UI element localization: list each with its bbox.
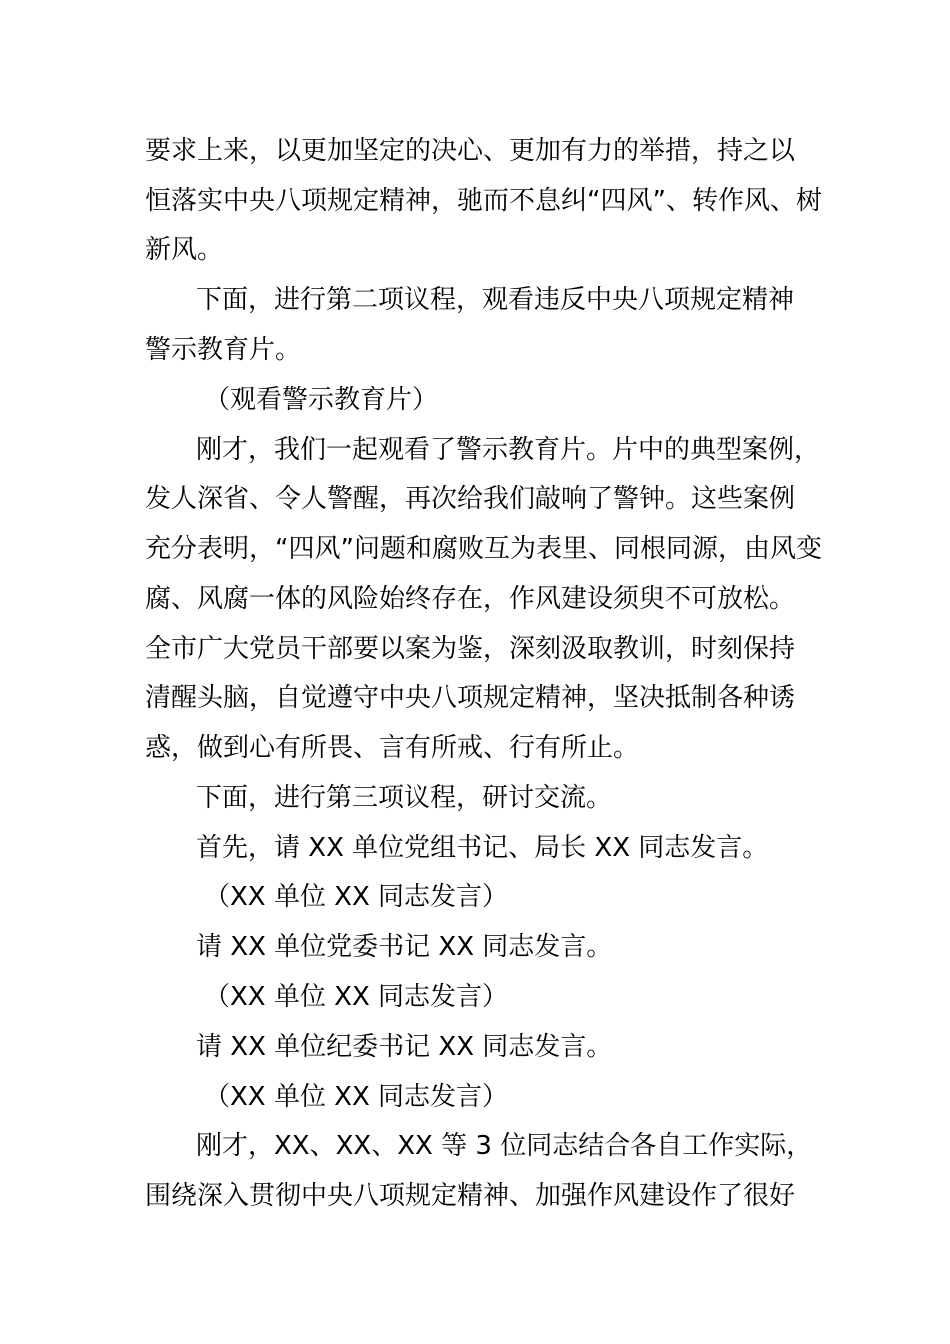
paragraph-start: 下面，进行第二项议程，观看违反中央八项规定精神 [196, 285, 795, 315]
text-line: 全市广大党员干部要以案为鉴，深刻汲取教训，时刻保持 [145, 634, 796, 664]
paragraph-start: 首先，请 XX 单位党组书记、局长 XX 同志发言。 [196, 833, 769, 863]
text-line: 腐、风腐一体的风险始终存在，作风建设须臾不可放松。 [145, 584, 796, 614]
text-line: 警示教育片。 [145, 335, 302, 365]
text-line: 惑，做到心有所畏、言有所戒、行有所止。 [145, 733, 640, 763]
text-line: 围绕深入贯彻中央八项规定精神、加强作风建设作了很好 [145, 1181, 796, 1211]
text-line: 恒落实中央八项规定精神，驰而不息纠“四风”、转作风、树 [145, 186, 822, 216]
paragraph-start: 下面，进行第三项议程，研讨交流。 [196, 783, 613, 813]
text-line: 新风。 [145, 235, 224, 265]
text-line: 要求上来，以更加坚定的决心、更加有力的举措，持之以 [145, 136, 796, 166]
text-line: 清醒头脑，自觉遵守中央八项规定精神，坚决抵制各种诱 [145, 683, 796, 713]
paragraph-start: 刚才，XX、XX、XX 等 3 位同志结合各自工作实际， [196, 1131, 813, 1161]
stage-note: （XX 单位 XX 同志发言） [204, 982, 509, 1012]
paragraph-start: 请 XX 单位党委书记 XX 同志发言。 [196, 932, 613, 962]
text-line: 充分表明，“四风”问题和腐败互为表里、同根同源，由风变 [145, 534, 822, 564]
paragraph-start: 请 XX 单位纪委书记 XX 同志发言。 [196, 1032, 613, 1062]
stage-note: （观看警示教育片） [204, 385, 439, 415]
text-line: 发人深省、令人警醒，再次给我们敲响了警钟。这些案例 [145, 484, 796, 514]
stage-note: （XX 单位 XX 同志发言） [204, 1082, 509, 1112]
paragraph-start: 刚才，我们一起观看了警示教育片。片中的典型案例， [196, 435, 821, 465]
stage-note: （XX 单位 XX 同志发言） [204, 882, 509, 912]
